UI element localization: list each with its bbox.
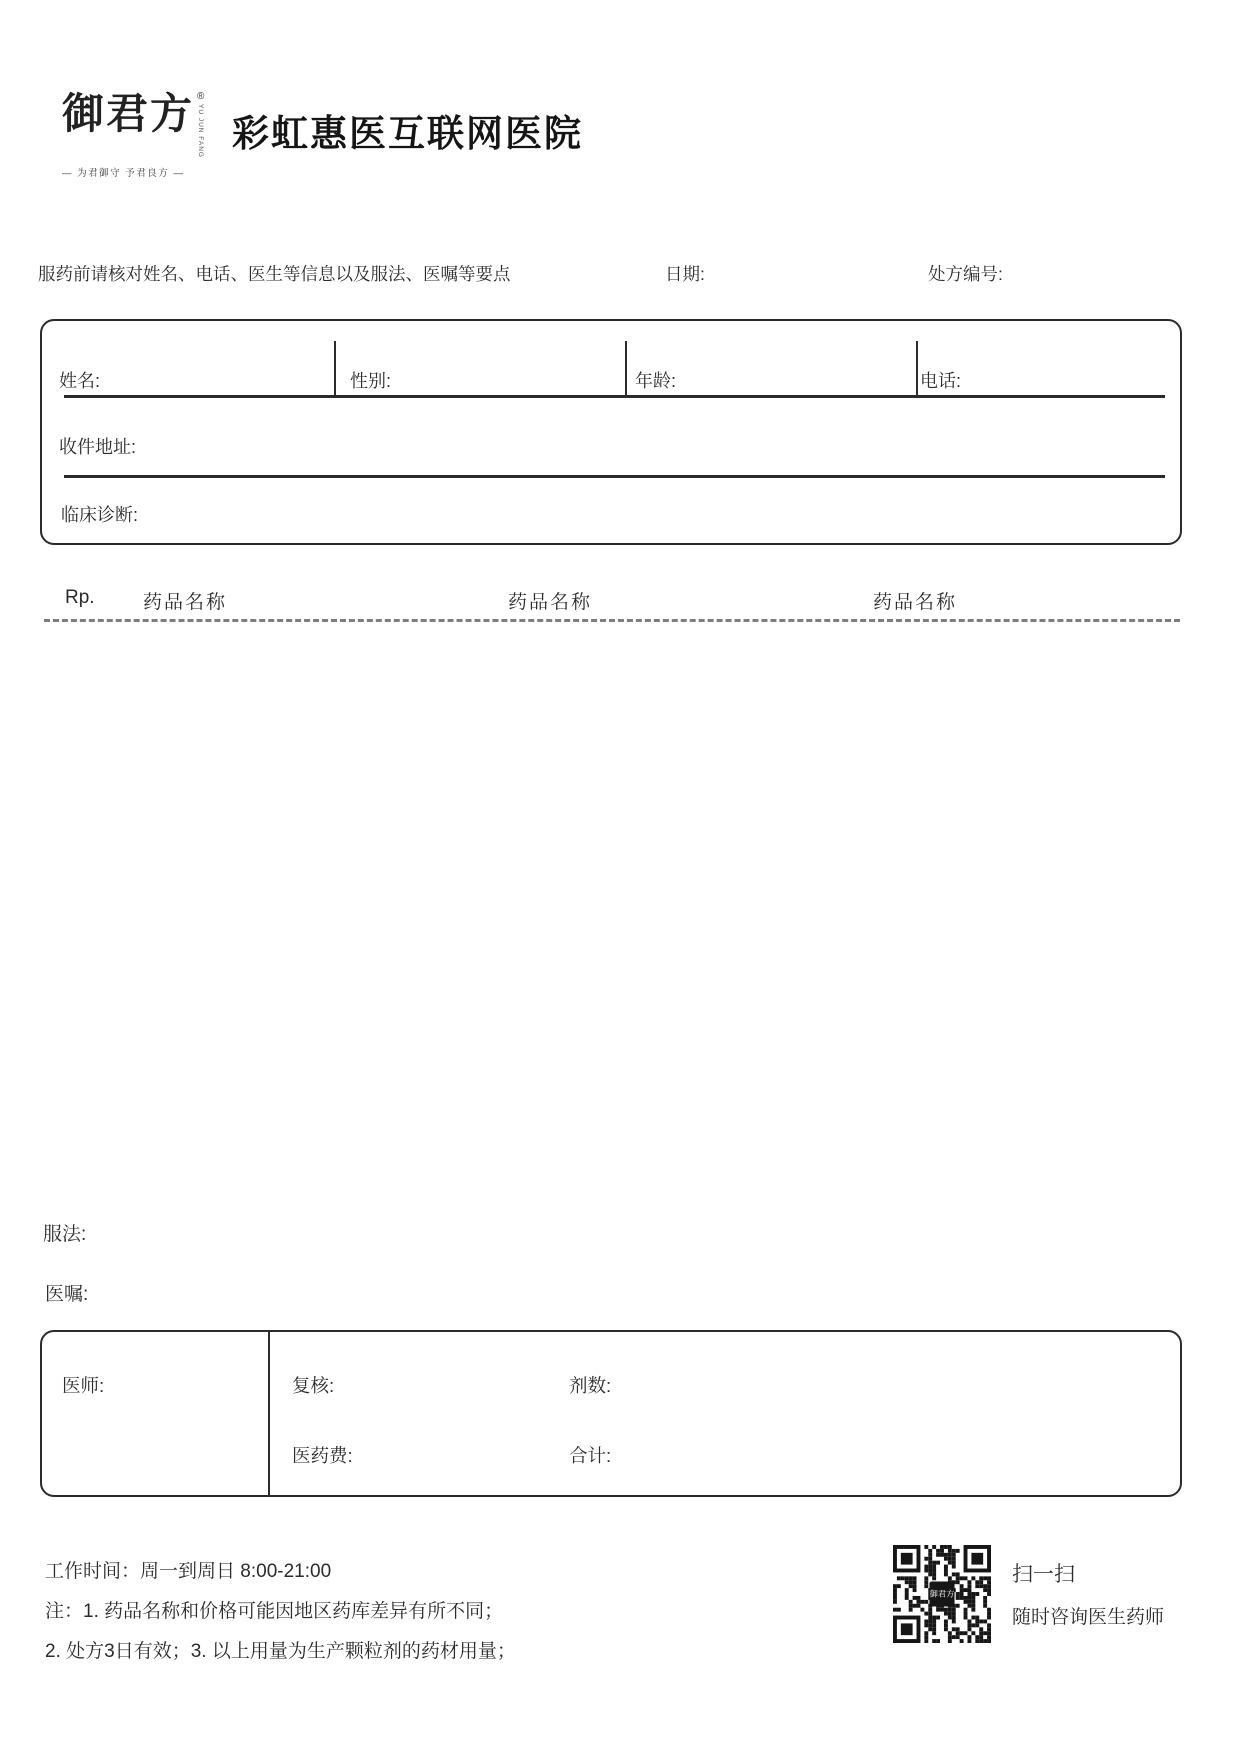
drug-name-column-header: 药品名称 xyxy=(873,592,958,613)
verification-notice: 服药前请核对姓名、电话、医生等信息以及服法、医嘱等要点 xyxy=(38,264,511,284)
doctor-label: 医师: xyxy=(62,1375,105,1396)
phone-label: 电话: xyxy=(920,371,962,391)
note-line-1: 注：1. 药品名称和价格可能因地区药库差异有所不同； xyxy=(45,1601,504,1622)
brand-tagline: — 为君御守 予君良方 — xyxy=(62,167,185,179)
column-divider xyxy=(916,341,918,397)
date-label: 日期: xyxy=(665,264,705,284)
dashed-separator xyxy=(44,619,1180,622)
drug-name-column-header: 药品名称 xyxy=(143,592,228,613)
signature-fee-box xyxy=(40,1330,1182,1497)
column-divider xyxy=(625,341,627,397)
age-label: 年龄: xyxy=(635,371,677,391)
medical-advice-label: 医嘱: xyxy=(45,1284,89,1305)
gender-label: 性别: xyxy=(350,371,392,391)
medicine-fee-label: 医药费: xyxy=(292,1445,353,1466)
row-divider xyxy=(64,475,1165,478)
diagnosis-label: 临床诊断: xyxy=(61,505,139,525)
qr-caption-subtitle: 随时咨询医生药师 xyxy=(1012,1607,1165,1628)
registered-trademark-icon: ® xyxy=(197,91,205,102)
column-divider xyxy=(334,341,336,397)
qr-code xyxy=(893,1545,991,1643)
brand-logo-subtext: YU JUN FANG xyxy=(197,104,205,158)
brand-logo xyxy=(62,89,205,179)
hospital-name: 彩虹惠医互联网医院 xyxy=(232,113,583,154)
prescription-number-label: 处方编号: xyxy=(928,264,1003,284)
qr-caption-title: 扫一扫 xyxy=(1012,1563,1075,1586)
column-divider xyxy=(268,1332,270,1495)
note-line-2: 2. 处方3日有效；3. 以上用量为生产颗粒剂的药材用量； xyxy=(45,1641,516,1662)
usage-label: 服法: xyxy=(43,1224,87,1245)
review-label: 复核: xyxy=(292,1375,335,1396)
address-label: 收件地址: xyxy=(59,437,137,457)
drug-name-column-header: 药品名称 xyxy=(508,592,593,613)
row-divider xyxy=(64,395,1165,398)
qr-center-logo xyxy=(929,1581,954,1606)
qr-logo-text: 御君方 xyxy=(929,1589,955,1599)
patient-info-box xyxy=(40,319,1182,545)
rp-label: Rp. xyxy=(65,587,95,608)
total-label: 合计: xyxy=(569,1445,612,1466)
brand-logo-text: 御君方 xyxy=(62,89,195,138)
name-label: 姓名: xyxy=(59,371,101,391)
work-hours: 工作时间：周一到周日 8:00-21:00 xyxy=(45,1561,332,1582)
doses-label: 剂数: xyxy=(569,1375,612,1396)
